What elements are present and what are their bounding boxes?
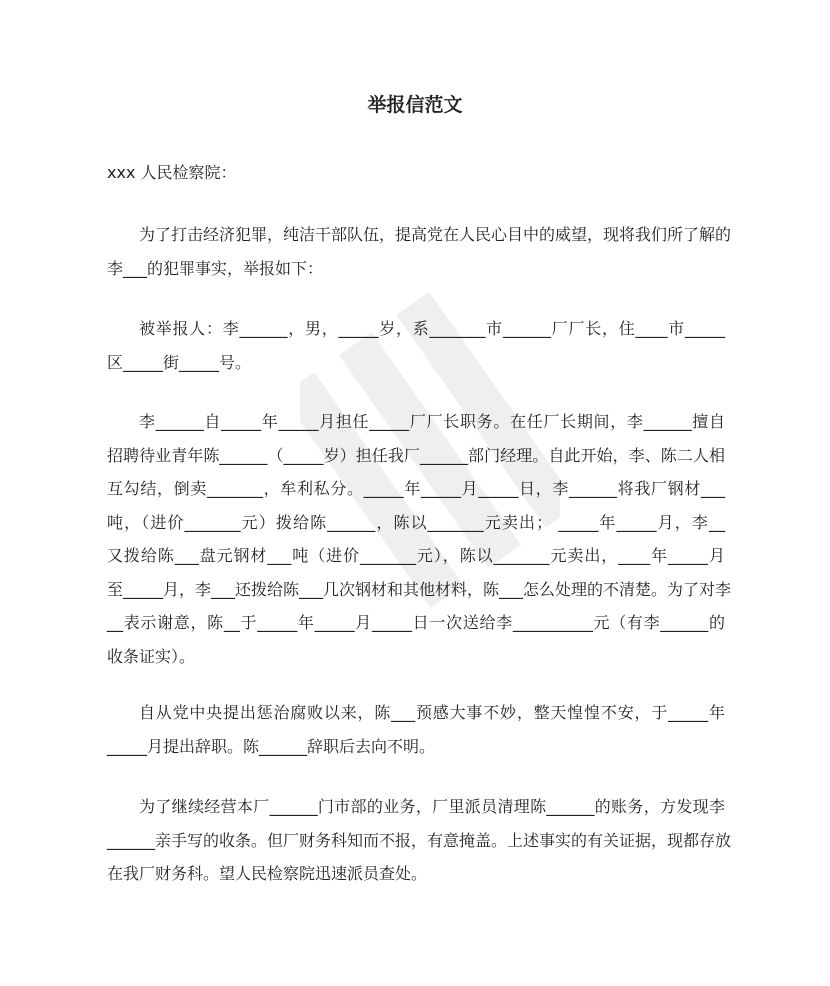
paragraph-line: 招聘待业青年陈______（_____岁）担任我厂______部门经理。自此开始，李、陈二人相 — [107, 445, 725, 465]
paragraph-line: 为了继续经营本厂______门市部的业务，厂里派员清理陈______的账务，方发现李 — [139, 797, 725, 816]
paragraph-facts — [107, 405, 732, 673]
paragraph-line: 区_____街_____号。 — [107, 352, 252, 372]
paragraph-accused — [107, 312, 725, 379]
paragraph-line: 至_____月，李___还拨给陈___几次钢材和其他材料，陈___怎么处理的不清楚。为了对李 — [107, 579, 732, 599]
paragraph-line: 李______自_____年_____月担任_____厂厂长职务。在任厂长期间，李______擅自 — [139, 412, 725, 431]
paragraph-line: 被举报人：李______，男，_____岁，系_______市______厂厂长，住____市_____ — [139, 319, 725, 338]
paragraph-line: 又拨给陈___盘元钢材___吨（进价_______元），陈以_______元卖出，____年_____月 — [107, 546, 725, 565]
paragraph-line: ______亲手写的收条。但厂财务科知而不报，有意掩盖。上述事实的有关证据，现都存放 — [107, 830, 732, 850]
paragraph-resignation — [107, 696, 725, 763]
paragraph-line: 在我厂财务科。望人民检察院迅速派员查处。 — [107, 864, 428, 883]
paragraph-evidence — [107, 790, 732, 891]
paragraph-line: 李___的犯罪事实，举报如下： — [107, 258, 324, 278]
salutation: xxx 人民检察院： — [107, 163, 237, 182]
paragraph-intro — [107, 218, 732, 285]
document-title: 举报信范文 — [367, 94, 463, 116]
paragraph-line: 收条证实）。 — [107, 646, 196, 666]
salutation-block — [107, 156, 725, 190]
paragraph-line: 吨，（进价_______元）拨给陈______，陈以_______元卖出； _____年_____月，李__ — [107, 512, 725, 532]
paragraph-line: 自从党中央提出惩治腐败以来，陈___预感大事不妙，整天惶惶不安，于_____年 — [139, 703, 725, 722]
paragraph-line: 为了打击经济犯罪，纯洁干部队伍，提高党在人民心目中的威望，现将我们所了解的 — [139, 225, 732, 244]
paragraph-line: _____月提出辞职。陈______辞职后去向不明。 — [107, 736, 436, 756]
paragraph-line: 互勾结，倒卖_______，牟利私分。_____年_____月_____日，李______将我厂钢材___ — [107, 479, 725, 498]
paragraph-line: __表示谢意，陈__于_____年_____月_____日一次送给李__________元（有李______的 — [107, 613, 725, 632]
